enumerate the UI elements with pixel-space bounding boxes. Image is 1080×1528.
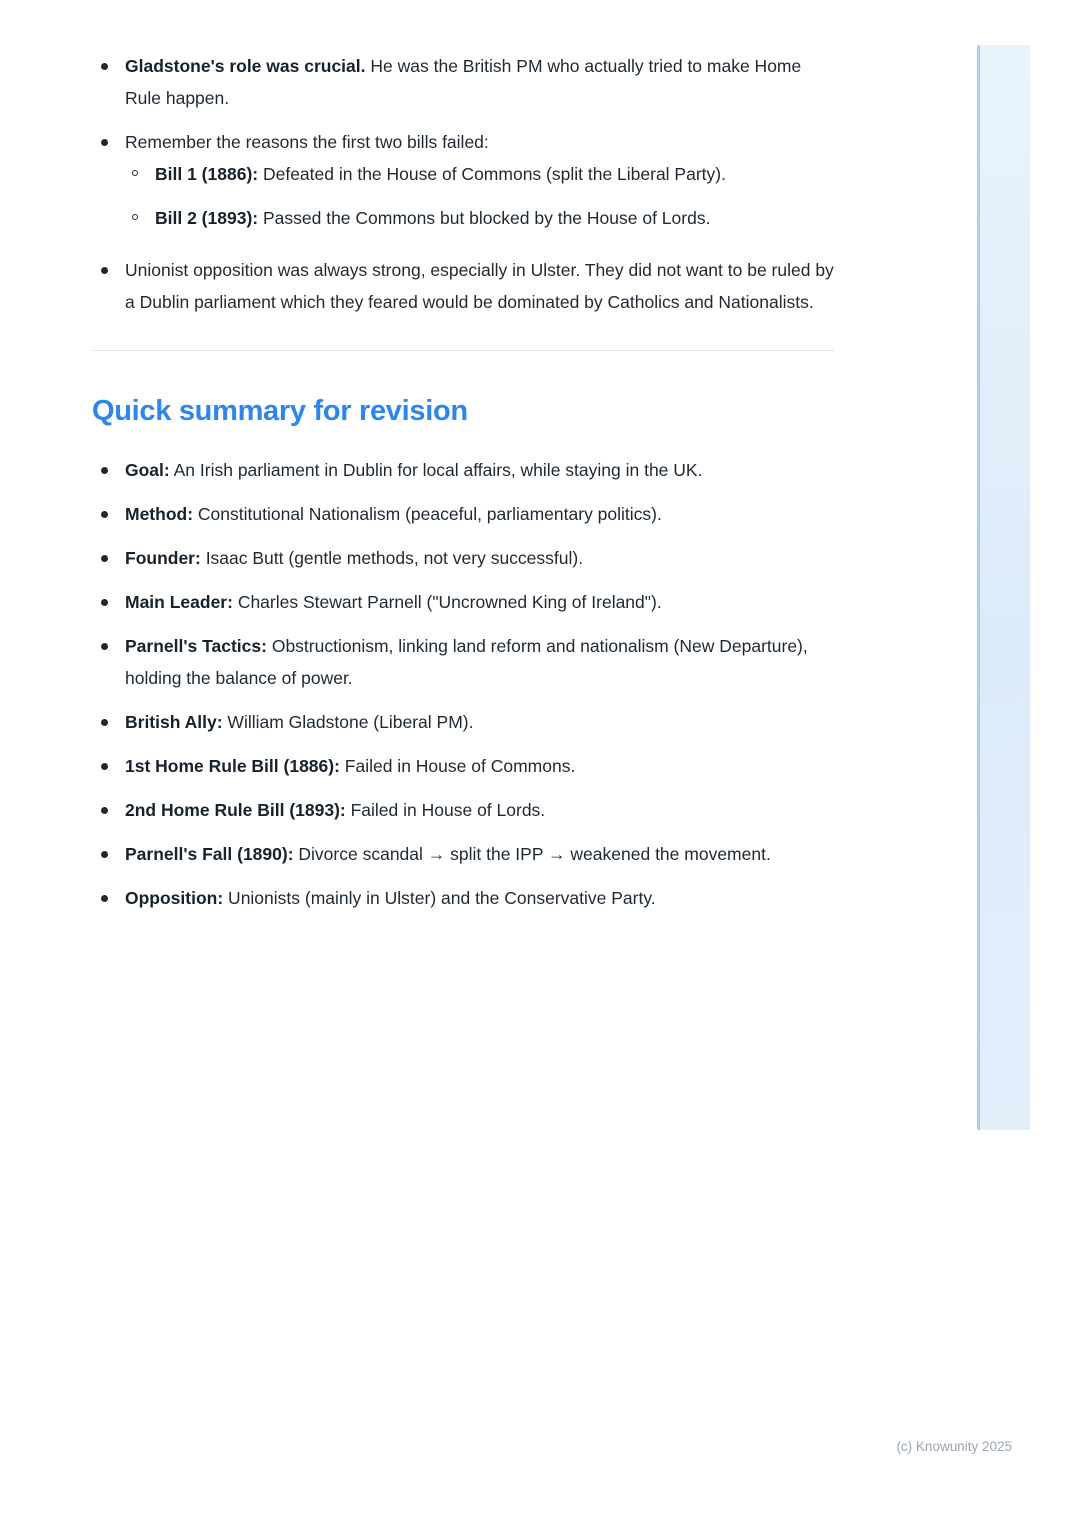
- list-item-text: Unionists (mainly in Ulster) and the Conservative Party.: [223, 888, 656, 908]
- list-item: [92, 750, 834, 782]
- list-item-bold-label: Main Leader:: [125, 592, 233, 612]
- list-item: [125, 158, 834, 190]
- list-item-bold-label: Founder:: [125, 548, 201, 568]
- list-item-text: Failed in House of Commons.: [339, 756, 576, 776]
- sub-bullet-list: [125, 158, 834, 234]
- list-item-bold-label: Method:: [125, 504, 194, 524]
- list-item: [92, 126, 834, 234]
- list-item-bold-label: Opposition:: [125, 888, 224, 908]
- list-item-text: Failed in House of Lords.: [345, 800, 546, 820]
- list-item-bold-label: British Ally:: [125, 712, 223, 732]
- list-item: [92, 542, 834, 574]
- page-edge-decoration: [977, 45, 1030, 1130]
- list-item: [92, 838, 834, 870]
- list-item: [92, 454, 834, 486]
- list-item: [92, 794, 834, 826]
- list-item-text: Charles Stewart Parnell ("Uncrowned King of Ireland").: [232, 592, 662, 612]
- document-content: [92, 50, 834, 926]
- summary-bullet-list: [92, 454, 834, 914]
- list-item-bold-label: Parnell's Tactics:: [125, 636, 267, 656]
- list-item-bold-label: 1st Home Rule Bill (1886):: [125, 756, 340, 776]
- list-item-text: Divorce scandal → split the IPP → weakened the movement.: [293, 844, 771, 864]
- list-item-bold-label: Bill 1 (1886):: [155, 164, 259, 184]
- list-item-bold-label: 2nd Home Rule Bill (1893):: [125, 800, 346, 820]
- list-item: [92, 586, 834, 618]
- list-item: [92, 50, 834, 114]
- list-item-bold-label: Parnell's Fall (1890):: [125, 844, 294, 864]
- summary-heading: Quick summary for revision: [92, 395, 468, 427]
- list-item-text: Remember the reasons the first two bills failed:: [125, 132, 489, 152]
- notes-bullet-list: [92, 50, 834, 318]
- list-item: [92, 882, 834, 914]
- list-item-text: An Irish parliament in Dublin for local affairs, while staying in the UK.: [169, 460, 703, 480]
- list-item-bold-label: Gladstone's role was crucial.: [125, 56, 366, 76]
- list-item: [125, 202, 834, 234]
- list-item-bold-label: Goal:: [125, 460, 170, 480]
- section-divider: [92, 350, 834, 351]
- list-item-text: William Gladstone (Liberal PM).: [222, 712, 474, 732]
- list-item: [92, 630, 834, 694]
- list-item: [92, 706, 834, 738]
- list-item-text: Unionist opposition was always strong, especially in Ulster. They did not want to be ruled by a Dublin parliament which they feared would be dominated by Catholics and Nationalists.: [125, 260, 834, 312]
- list-item-text: Passed the Commons but blocked by the House of Lords.: [258, 208, 711, 228]
- list-item-text: Defeated in the House of Commons (split the Liberal Party).: [258, 164, 726, 184]
- copyright-footer: (c) Knowunity 2025: [896, 1439, 1012, 1454]
- list-item: [92, 498, 834, 530]
- list-item-text: Constitutional Nationalism (peaceful, parliamentary politics).: [193, 504, 662, 524]
- list-item-bold-label: Bill 2 (1893):: [155, 208, 259, 228]
- list-item-text: Obstructionism, linking land reform and nationalism (New Departure), holding the balance of power.: [125, 636, 808, 688]
- list-item-text: Isaac Butt (gentle methods, not very successful).: [200, 548, 584, 568]
- list-item-text: He was the British PM who actually tried to make Home Rule happen.: [125, 56, 802, 108]
- list-item: [92, 254, 834, 318]
